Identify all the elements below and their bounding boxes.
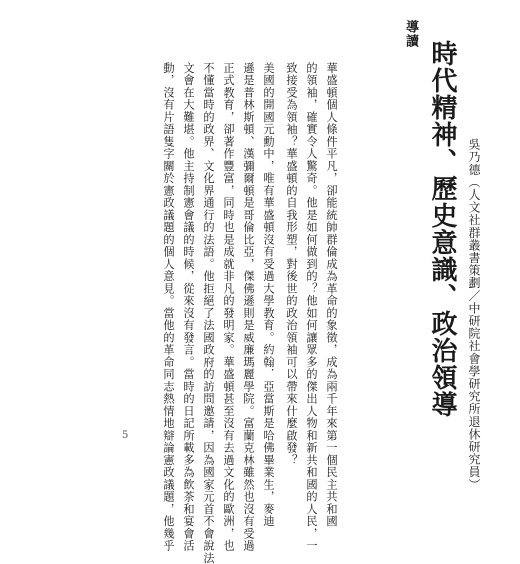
- body-text-column: 美國的開國元勳中，唯有華盛頓沒有受過大學教育。約翰．亞當斯是哈佛畢業生，麥迪: [262, 62, 275, 528]
- author-byline: 吳乃德（人文社群叢書策劃／中研院社會學研究所退休研究員）: [467, 138, 481, 491]
- page-number: 5: [122, 430, 129, 441]
- body-text-column: 致接受為領袖？華盛頓的自我形塑，對後世的政治領袖可以帶來什麼啟發？: [285, 62, 298, 467]
- chapter-title: 時代精神、歷史意識、政治領導: [427, 40, 457, 418]
- body-text-column: 動，沒有片語隻字關於憲政議題的個人意見。當他的革命同志熱情地辯論憲政議題，他幾乎: [162, 62, 175, 552]
- body-text-column: 正式教育，卻著作豐富，同時也是成就非凡的發明家。華盛頓甚至沒有去過文化的歐洲，也: [222, 62, 235, 552]
- section-label: 導讀: [403, 20, 418, 48]
- body-text-column: 的領袖，確實令人驚奇。他是如何做到的？他如何讓眾多的傑出人物和新共和國的人民，一: [305, 62, 318, 552]
- body-text-column: 不懂當時的政界、文化界通行的法語。他拒絕了法國政府的訪問邀請，因為國家元首不會說法: [202, 62, 215, 564]
- body-text-column: 華盛頓個人條件平凡，卻能統帥群倫成為革命的象徵，成為兩千年來第一個民主共和國: [325, 62, 338, 528]
- body-text-column: 遜是普林斯頓、漢彌爾頓是哥倫比亞，傑佛遜則是威廉瑪麗學院。富蘭克林雖然也沒有受過: [242, 62, 255, 552]
- body-text-column: 文會在大難堪。他主持制憲會議的時候，從來沒有發言。當時的日記所載多為飲茶和宴會活: [182, 62, 195, 552]
